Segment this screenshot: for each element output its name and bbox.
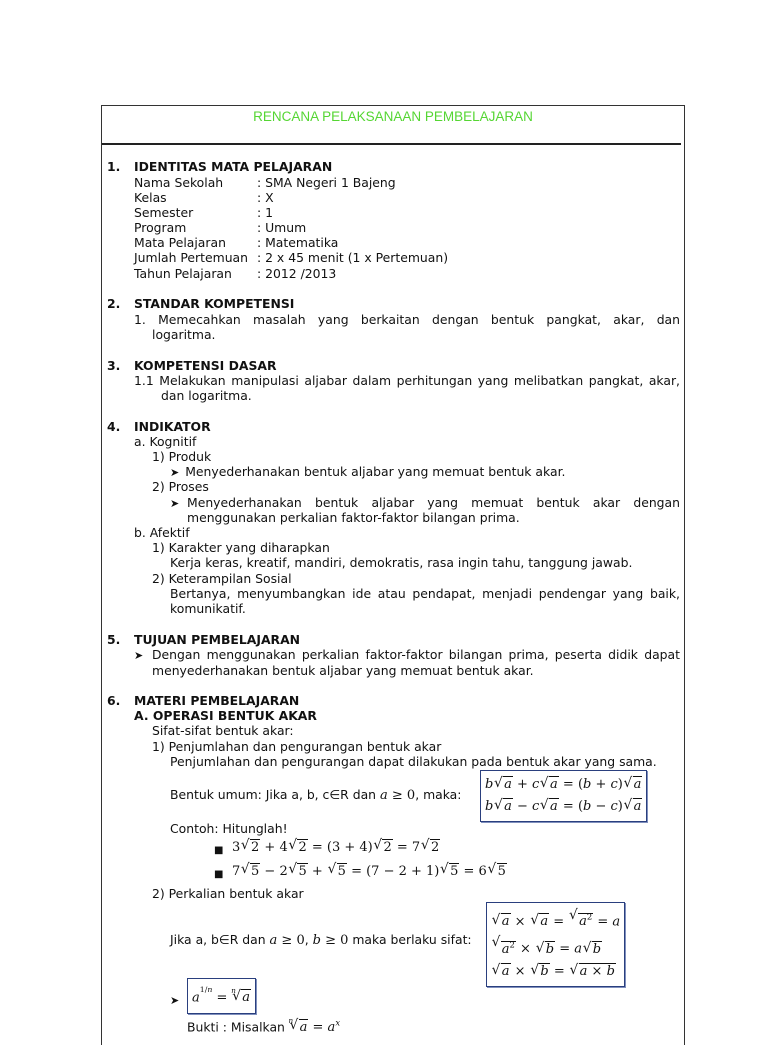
objective-text: menyederhanakan bentuk aljabar yang memuat bentuk akar. <box>152 663 534 678</box>
identity-value: : X <box>257 190 274 205</box>
identity-value: : 2 x 45 menit (1 x Pertemuan) <box>257 250 449 265</box>
arrow-bullet-icon: ➤ <box>170 466 180 479</box>
arrow-bullet-icon: ➤ <box>170 497 180 510</box>
section-5-number: 5. <box>107 632 121 647</box>
section-5-heading: TUJUAN PEMBELAJARAN <box>134 632 301 647</box>
product-formula-1: √ a × √ a = √ $a^2 = a$ <box>491 906 620 933</box>
indicator-process-item: menggunakan perkalian faktor-faktor bilangan prima. <box>187 510 520 525</box>
indicator-process-item: Menyederhanakan bentuk aljabar yang memuat bentuk akar dengan <box>187 495 680 510</box>
property-1-text: Penjumlahan dan pengurangan dapat dilakukan pada bentuk akar yang sama. <box>170 754 657 769</box>
example-1-formula: 3√ 2 + 4√ 2 = (3 + 4)√ 2 = 7√ 2 <box>232 840 440 855</box>
subsection-a-heading: A. OPERASI BENTUK AKAR <box>134 708 317 723</box>
standard-text-line: logaritma. <box>152 327 216 342</box>
document-title: RENCANA PELAKSANAAN PEMBELAJARAN <box>253 109 533 124</box>
identity-value: : Umum <box>257 220 307 235</box>
indicator-product: 1) Produk <box>152 449 212 464</box>
section-2-heading: STANDAR KOMPETENSI <box>134 296 295 311</box>
example-heading: Contoh: Hitunglah! <box>170 821 288 836</box>
identity-value: : Matematika <box>257 235 339 250</box>
competency-text-line: dan logaritma. <box>161 388 252 403</box>
properties-intro: Sifat-sifat bentuk akar: <box>152 723 294 738</box>
arrow-bullet-icon: ➤ <box>134 649 144 662</box>
section-1-heading: IDENTITAS MATA PELAJARAN <box>134 159 333 174</box>
identity-label: Program <box>134 220 187 235</box>
identity-label: Mata Pelajaran <box>134 235 226 250</box>
indicator-cognitive: a. Kognitif <box>134 434 197 449</box>
section-6-number: 6. <box>107 693 121 708</box>
product-formula-2: √ $a^2$ × √ b = a√ b <box>491 933 620 960</box>
identity-value: : 2012 /2013 <box>257 266 337 281</box>
example-2-formula: 7√ 5 − 2√ 5 + √ 5 = (7 − 2 + 1)√ 5 = 6√ 5 <box>232 864 507 879</box>
indicator-process: 2) Proses <box>152 479 209 494</box>
proof-text: Bukti : Misalkan √ n $a = a^x$ <box>187 1016 340 1035</box>
identity-label: Tahun Pelajaran <box>134 266 232 281</box>
indicator-social: 2) Keterampilan Sosial <box>152 571 292 586</box>
section-6-heading: MATERI PEMBELAJARAN <box>134 693 300 708</box>
square-bullet-icon: ■ <box>214 869 224 880</box>
subtraction-formula: b√ a − c√ a = (b − c)√ a <box>485 796 642 818</box>
indicator-social-text: Bertanya, menyumbangkan ide atau pendapat, menjadi pendengar yang baik, <box>170 586 680 601</box>
section-2-number: 2. <box>107 296 121 311</box>
standard-text-line: 1. Memecahkan masalah yang berkaitan dengan bentuk pangkat, akar, dan <box>134 312 680 327</box>
addition-formula: b√ a + c√ a = (b + c)√ a <box>485 774 642 796</box>
section-3-number: 3. <box>107 358 121 373</box>
indicator-character: 1) Karakter yang diharapkan <box>152 540 330 555</box>
identity-label: Jumlah Pertemuan <box>134 250 249 265</box>
general-form-formula-box <box>480 770 647 822</box>
arrow-bullet-icon: ➤ <box>170 994 180 1007</box>
title-divider <box>102 143 681 145</box>
condition-formula: a ≥ 0 <box>379 788 416 803</box>
section-4-heading: INDIKATOR <box>134 419 211 434</box>
product-formula-3: √ a × √ b = √ a × b <box>491 961 620 983</box>
indicator-social-text: komunikatif. <box>170 601 246 616</box>
general-form-text: Bentuk umum: Jika a, b, c∈R dan a ≥ 0, maka: <box>170 787 462 803</box>
square-bullet-icon: ■ <box>214 845 224 856</box>
identity-label: Nama Sekolah <box>134 175 224 190</box>
indicator-character-text: Kerja keras, kreatif, mandiri, demokratis, rasa ingin tahu, tanggung jawab. <box>170 555 633 570</box>
property-1-title: 1) Penjumlahan dan pengurangan bentuk akar <box>152 739 442 754</box>
section-1-number: 1. <box>107 159 121 174</box>
section-4-number: 4. <box>107 419 121 434</box>
multiplication-condition-text: Jika a, b∈R dan a ≥ 0, b ≥ 0 maka berlaku sifat: <box>170 932 472 948</box>
indicator-affective: b. Afektif <box>134 525 190 540</box>
section-3-heading: KOMPETENSI DASAR <box>134 358 277 373</box>
root-exponent-formula: $a^{1/n}$ = √ n a <box>192 981 251 1011</box>
competency-text-line: 1.1 Melakukan manipulasi aljabar dalam perhitungan yang melibatkan pangkat, akar, <box>134 373 680 388</box>
identity-value: : 1 <box>257 205 273 220</box>
root-exponent-formula-box <box>187 978 256 1014</box>
identity-value: : SMA Negeri 1 Bajeng <box>257 175 396 190</box>
multiplication-formula-box <box>486 902 625 987</box>
objective-text: Dengan menggunakan perkalian faktor-faktor bilangan prima, peserta didik dapat <box>152 647 680 662</box>
property-2-title: 2) Perkalian bentuk akar <box>152 886 304 901</box>
identity-label: Semester <box>134 205 194 220</box>
identity-label: Kelas <box>134 190 167 205</box>
indicator-product-item: ➤ Menyederhanakan bentuk aljabar yang memuat bentuk akar. <box>170 464 566 479</box>
